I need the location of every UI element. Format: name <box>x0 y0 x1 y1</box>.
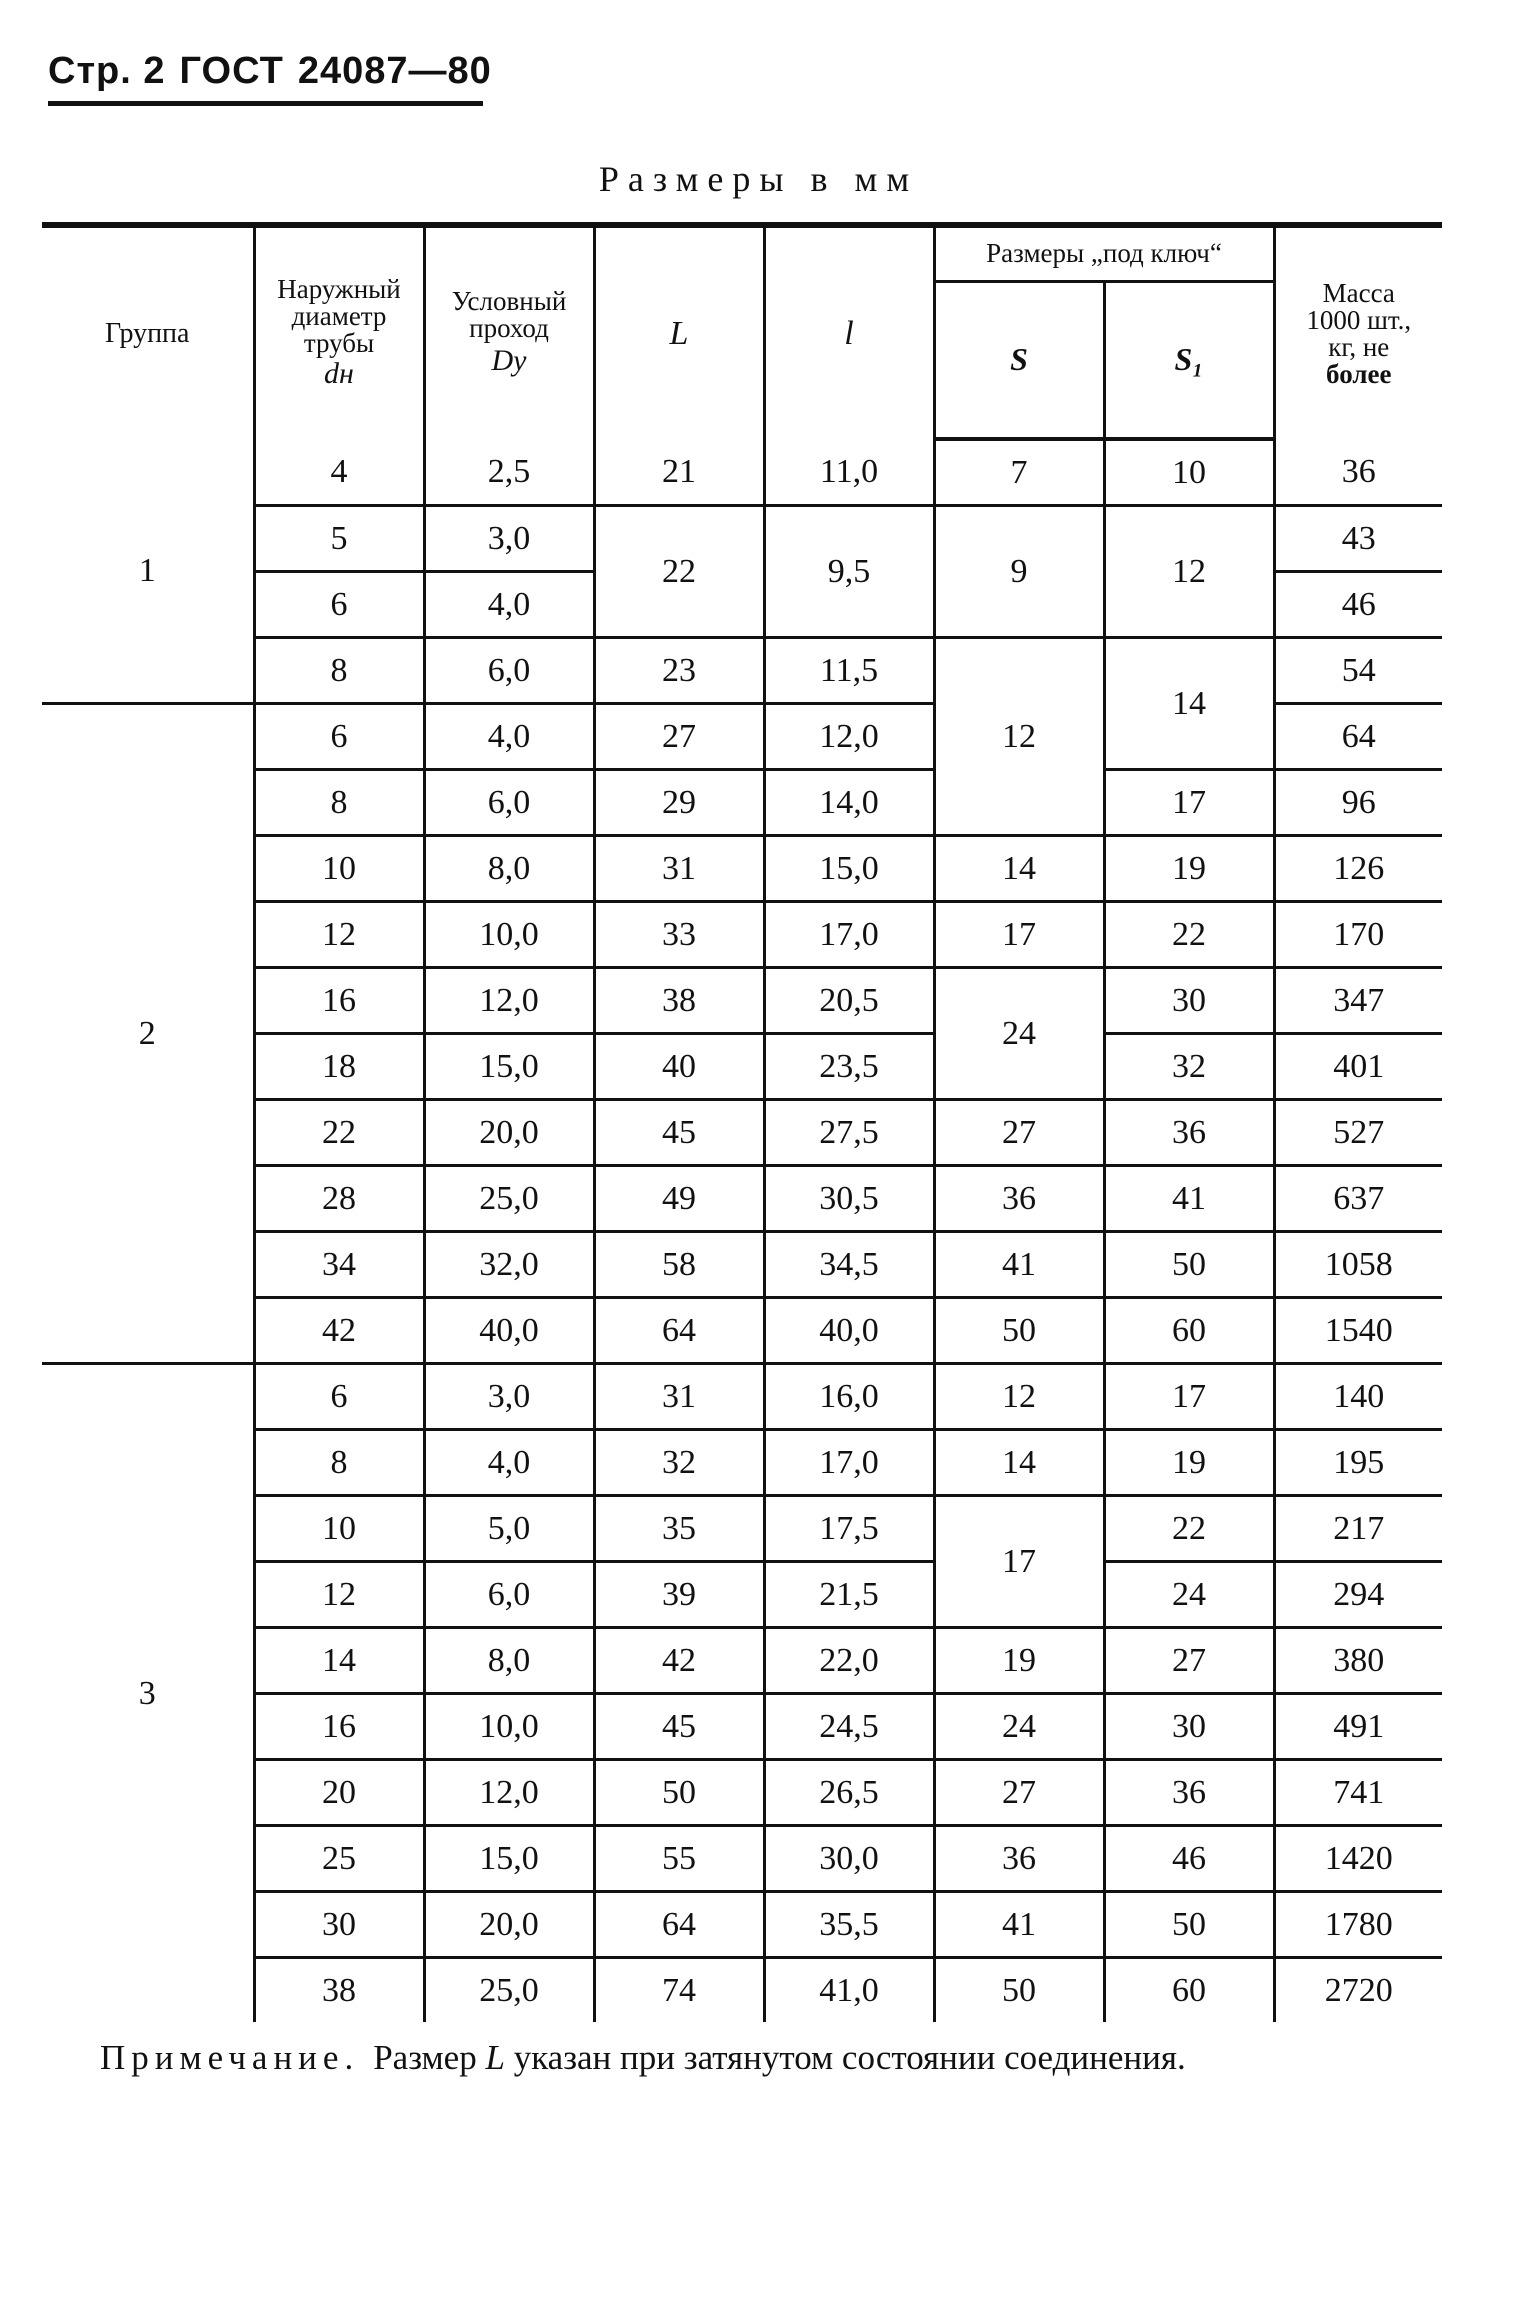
cell-dy: 40,0 <box>424 1298 594 1364</box>
cell-mass: 2720 <box>1274 1958 1442 2023</box>
cell-l: 17,5 <box>764 1496 934 1562</box>
cell-l: 17,0 <box>764 902 934 968</box>
cell-mass: 637 <box>1274 1166 1442 1232</box>
cell-S: 14 <box>934 836 1104 902</box>
cell-dn: 25 <box>254 1826 424 1892</box>
cell-dn: 12 <box>254 1562 424 1628</box>
cell-dy: 8,0 <box>424 836 594 902</box>
header-mass-line3: кг, не <box>1328 331 1390 362</box>
cell-L: 45 <box>594 1694 764 1760</box>
cell-mass: 527 <box>1274 1100 1442 1166</box>
header-wrench-sizes: Размеры „под ключ“ <box>934 225 1274 281</box>
cell-l: 35,5 <box>764 1892 934 1958</box>
cell-S1: 30 <box>1104 1694 1274 1760</box>
cell-dn: 30 <box>254 1892 424 1958</box>
cell-S1: 32 <box>1104 1034 1274 1100</box>
cell-S: 14 <box>934 1430 1104 1496</box>
cell-L: 42 <box>594 1628 764 1694</box>
cell-mass: 64 <box>1274 704 1442 770</box>
header-outer-diameter-line1: Наружный <box>277 274 401 304</box>
cell-dy: 12,0 <box>424 968 594 1034</box>
cell-S1: 10 <box>1104 439 1274 506</box>
header-nominal-bore-line2: проход <box>469 312 549 343</box>
cell-S: 41 <box>934 1232 1104 1298</box>
cell-L: 55 <box>594 1826 764 1892</box>
cell-dy: 32,0 <box>424 1232 594 1298</box>
units-caption: Размеры в мм <box>598 159 919 199</box>
table-row <box>42 439 1442 506</box>
cell-L: 21 <box>594 439 764 506</box>
standard-number: 24087—80 <box>297 50 492 92</box>
cell-l: 34,5 <box>764 1232 934 1298</box>
cell-mass: 347 <box>1274 968 1442 1034</box>
cell-L: 58 <box>594 1232 764 1298</box>
cell-l: 20,5 <box>764 968 934 1034</box>
cell-L: 38 <box>594 968 764 1034</box>
cell-dn: 10 <box>254 836 424 902</box>
cell-dy: 20,0 <box>424 1892 594 1958</box>
page-label: Стр. 2 <box>48 50 166 92</box>
cell-L: 31 <box>594 1364 764 1430</box>
cell-mass: 401 <box>1274 1034 1442 1100</box>
cell-dy: 6,0 <box>424 638 594 704</box>
cell-l: 16,0 <box>764 1364 934 1430</box>
cell-l: 26,5 <box>764 1760 934 1826</box>
header-mass-line2: 1000 шт., <box>1306 304 1412 335</box>
cell-L: 32 <box>594 1430 764 1496</box>
cell-S: 50 <box>934 1298 1104 1364</box>
cell-dy: 8,0 <box>424 1628 594 1694</box>
cell-L: 22 <box>594 506 764 638</box>
group-label: 3 <box>138 1675 156 1712</box>
cell-mass: 1058 <box>1274 1232 1442 1298</box>
cell-dn: 22 <box>254 1100 424 1166</box>
header-l: l <box>764 225 934 439</box>
cell-l: 22,0 <box>764 1628 934 1694</box>
note-text-after: указан при затянутом состоянии соединения. <box>513 2038 1186 2077</box>
cell-l: 9,5 <box>764 506 934 638</box>
cell-dn: 6 <box>254 704 424 770</box>
cell-l: 21,5 <box>764 1562 934 1628</box>
cell-S1: 17 <box>1104 770 1274 836</box>
cell-dn: 8 <box>254 1430 424 1496</box>
cell-mass: 1420 <box>1274 1826 1442 1892</box>
cell-mass: 170 <box>1274 902 1442 968</box>
cell-S1: 19 <box>1104 1430 1274 1496</box>
dimensions-table <box>42 222 1442 2022</box>
cell-S: 27 <box>934 1760 1104 1826</box>
cell-S1: 30 <box>1104 968 1274 1034</box>
cell-S1: 17 <box>1104 1364 1274 1430</box>
header-S: S <box>934 281 1104 439</box>
cell-S1: 12 <box>1104 506 1274 638</box>
cell-dy: 4,0 <box>424 572 594 638</box>
cell-dy: 3,0 <box>424 1364 594 1430</box>
cell-l: 23,5 <box>764 1034 934 1100</box>
cell-L: 29 <box>594 770 764 836</box>
cell-S1: 22 <box>1104 1496 1274 1562</box>
cell-dy: 6,0 <box>424 1562 594 1628</box>
cell-dy: 10,0 <box>424 1694 594 1760</box>
note-text-before: Размер <box>373 2038 477 2077</box>
cell-mass: 741 <box>1274 1760 1442 1826</box>
group-label: 2 <box>42 704 254 1364</box>
cell-l: 12,0 <box>764 704 934 770</box>
header-mass-line1: Масса <box>1322 277 1395 308</box>
cell-dn: 16 <box>254 968 424 1034</box>
cell-dy: 4,0 <box>424 1430 594 1496</box>
cell-dy: 25,0 <box>424 1166 594 1232</box>
cell-L: 40 <box>594 1034 764 1100</box>
cell-mass: 1540 <box>1274 1298 1442 1364</box>
cell-L: 35 <box>594 1496 764 1562</box>
cell-dy: 25,0 <box>424 1958 594 2023</box>
table-row <box>42 1364 1442 1430</box>
cell-S: 7 <box>934 439 1104 506</box>
cell-dn: 18 <box>254 1034 424 1100</box>
cell-l: 30,5 <box>764 1166 934 1232</box>
cell-mass: 54 <box>1274 638 1442 704</box>
cell-L: 64 <box>594 1892 764 1958</box>
cell-dy: 5,0 <box>424 1496 594 1562</box>
note-label: Примечание. <box>100 2038 360 2077</box>
header-nominal-bore-symbol: Dу <box>491 343 527 377</box>
cell-dn: 4 <box>254 439 424 506</box>
header-outer-diameter-line3: трубы <box>303 328 375 358</box>
cell-S1: 19 <box>1104 836 1274 902</box>
cell-dn: 14 <box>254 1628 424 1694</box>
standard-label: ГОСТ <box>179 50 284 92</box>
cell-dy: 20,0 <box>424 1100 594 1166</box>
cell-dy: 15,0 <box>424 1034 594 1100</box>
cell-S: 24 <box>934 968 1104 1100</box>
cell-L: 74 <box>594 1958 764 2023</box>
cell-L: 64 <box>594 1298 764 1364</box>
page-header-text <box>48 50 492 93</box>
header-outer-diameter-line2: диаметр <box>291 301 387 331</box>
cell-L: 27 <box>594 704 764 770</box>
cell-l: 11,0 <box>764 439 934 506</box>
cell-mass: 36 <box>1274 439 1442 506</box>
header-L: L <box>594 225 764 439</box>
page-header <box>48 50 492 106</box>
cell-mass: 380 <box>1274 1628 1442 1694</box>
cell-S1: 14 <box>1104 638 1274 770</box>
cell-S1: 24 <box>1104 1562 1274 1628</box>
cell-dn: 10 <box>254 1496 424 1562</box>
cell-S1: 27 <box>1104 1628 1274 1694</box>
cell-mass: 96 <box>1274 770 1442 836</box>
header-nominal-bore <box>424 225 594 439</box>
cell-mass: 294 <box>1274 1562 1442 1628</box>
cell-dn: 6 <box>254 572 424 638</box>
cell-mass: 491 <box>1274 1694 1442 1760</box>
cell-dn: 42 <box>254 1298 424 1364</box>
cell-S1: 50 <box>1104 1892 1274 1958</box>
cell-S1: 60 <box>1104 1298 1274 1364</box>
cell-dn: 6 <box>254 1364 424 1430</box>
cell-dy: 3,0 <box>424 506 594 572</box>
cell-L: 50 <box>594 1760 764 1826</box>
cell-l: 41,0 <box>764 1958 934 2023</box>
cell-dn: 16 <box>254 1694 424 1760</box>
cell-dy: 4,0 <box>424 704 594 770</box>
cell-S: 19 <box>934 1628 1104 1694</box>
cell-l: 14,0 <box>764 770 934 836</box>
cell-dy: 2,5 <box>424 439 594 506</box>
header-group: Группа <box>42 225 254 439</box>
cell-dn: 12 <box>254 902 424 968</box>
cell-S: 50 <box>934 1958 1104 2023</box>
group-label: 1 <box>42 439 254 704</box>
cell-mass: 217 <box>1274 1496 1442 1562</box>
header-outer-diameter <box>254 225 424 439</box>
cell-S1: 50 <box>1104 1232 1274 1298</box>
cell-dy: 6,0 <box>424 770 594 836</box>
note-symbol: L <box>485 2038 505 2077</box>
cell-S: 12 <box>934 638 1104 836</box>
cell-l: 17,0 <box>764 1430 934 1496</box>
header-rule <box>48 101 483 106</box>
cell-S: 36 <box>934 1826 1104 1892</box>
cell-dn: 28 <box>254 1166 424 1232</box>
dimensions-table-wrapper <box>42 222 1442 2022</box>
cell-dy: 12,0 <box>424 1760 594 1826</box>
table-note <box>100 2038 1186 2078</box>
cell-dn: 5 <box>254 506 424 572</box>
cell-S: 27 <box>934 1100 1104 1166</box>
cell-mass: 46 <box>1274 572 1442 638</box>
header-S1: S₁ <box>1104 281 1274 439</box>
cell-S1: 36 <box>1104 1100 1274 1166</box>
cell-S1: 41 <box>1104 1166 1274 1232</box>
header-mass-line4: более <box>1326 358 1392 389</box>
cell-S: 9 <box>934 506 1104 638</box>
header-outer-diameter-symbol: dн <box>324 357 354 390</box>
header-nominal-bore-line1: Условный <box>451 285 567 316</box>
cell-S: 17 <box>934 1496 1104 1628</box>
cell-mass: 126 <box>1274 836 1442 902</box>
cell-S: 17 <box>934 902 1104 968</box>
cell-L: 33 <box>594 902 764 968</box>
cell-mass: 43 <box>1274 506 1442 572</box>
cell-dn: 34 <box>254 1232 424 1298</box>
cell-L: 39 <box>594 1562 764 1628</box>
cell-S1: 46 <box>1104 1826 1274 1892</box>
cell-S: 24 <box>934 1694 1104 1760</box>
cell-S: 12 <box>934 1364 1104 1430</box>
cell-l: 11,5 <box>764 638 934 704</box>
cell-mass: 1780 <box>1274 1892 1442 1958</box>
cell-l: 30,0 <box>764 1826 934 1892</box>
cell-L: 45 <box>594 1100 764 1166</box>
cell-L: 31 <box>594 836 764 902</box>
cell-l: 27,5 <box>764 1100 934 1166</box>
cell-S1: 60 <box>1104 1958 1274 2023</box>
cell-L: 49 <box>594 1166 764 1232</box>
cell-dn: 8 <box>254 770 424 836</box>
header-mass <box>1274 225 1442 439</box>
cell-L: 23 <box>594 638 764 704</box>
cell-mass: 195 <box>1274 1430 1442 1496</box>
cell-l: 40,0 <box>764 1298 934 1364</box>
cell-dy: 15,0 <box>424 1826 594 1892</box>
cell-l: 15,0 <box>764 836 934 902</box>
cell-dy: 10,0 <box>424 902 594 968</box>
cell-dn: 20 <box>254 1760 424 1826</box>
cell-S: 41 <box>934 1892 1104 1958</box>
cell-l: 24,5 <box>764 1694 934 1760</box>
cell-mass: 140 <box>1274 1364 1442 1430</box>
cell-S: 36 <box>934 1166 1104 1232</box>
cell-dn: 38 <box>254 1958 424 2023</box>
cell-S1: 36 <box>1104 1760 1274 1826</box>
cell-S1: 22 <box>1104 902 1274 968</box>
cell-dn: 8 <box>254 638 424 704</box>
